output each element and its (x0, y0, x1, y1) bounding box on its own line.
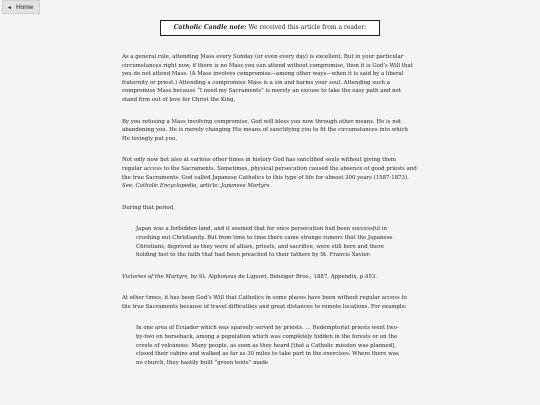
paragraph-2: By you refusing a Mass involving compromise, God will bless you now through other means. He is not abandoning you. He is merely changing His means of sanctifying you to fit the circumstances into which He lovingly put you. (122, 118, 408, 142)
block-quote-2 (136, 324, 404, 367)
paragraph-4: During that period, (122, 204, 175, 211)
left-arrow-icon: ◄ (7, 5, 12, 11)
paragraph-1: As a general rule, attending Mass every Sunday (or even every day) is excellent. But in your particular circumstances right now, if there is no Mass you can attend without compromise, then it is God’s Will that you do not attend Mass. (A Mass involves compromise—among other ways—when it is said by a liberal fraternity or priest.) Attending a compromise Mass is a sin and harms your soul. Attending such a compromise Mass because “I need my Sacraments” is merely an excuse to take the easy path and not stand firm out of love for Christ the King. (122, 54, 413, 103)
paragraph-3-ref: See, Catholic Encyclopedia (122, 183, 197, 190)
quote-2-text: In one area of Ecuador which was sparsely served by priests. … Redemptorist priests went two-by-two on horseback, among a population which was completely hidden in the forests or on the crests of volcanoes. Many people, as soon as they heard [that a Catholic mission was planned], closed their cabins and walked as far as 30 miles to take part in the exercises. Where there was no church, they hastily built “green tents” made (136, 325, 399, 366)
paragraph-3-text: Not only now but also at various other times in history God has sanctified souls without giving them regular access to the Sacraments. Sometimes, physical persecution caused the absence of good priests and the true Sacraments. God called Japanese Catholics to this type of life for almost 300 years (1587-1873). (122, 157, 417, 181)
paragraph-3-article: Japanese Martyrs. (220, 183, 271, 190)
citation-1-details: , by St. Alphonsus de Liguori, Benziger Bros., 1887, Appendix, p.453. (187, 273, 377, 280)
note-label: Catholic Candle note: (173, 24, 247, 31)
home-button-label: Home (15, 4, 34, 11)
home-button[interactable] (2, 0, 40, 14)
quote-1-text: Japan was a forbidden land, and it seemed that for once persecution had been successful in crushing out Christianity. But from time to time there came strange rumors that the Japanese Christians, deprived as they were of altars, priests, and sacrifice, were still here and there holding fast to the faith that had been preached to their fathers by St. Francis Xavier. (136, 226, 393, 259)
note-text: We received this article from a reader: (246, 24, 367, 31)
paragraph-3-sep: , article: (196, 183, 221, 190)
block-quote-1 (136, 225, 404, 259)
paragraph-3 (122, 156, 417, 190)
editor-note-box (160, 20, 380, 36)
paragraph-5: At other times, it has been God’s Will that Catholics in some places have been without regular access to the true Sacraments because of travel difficulties and great distances to remote locations. For example: (122, 295, 407, 310)
article-body (122, 53, 417, 380)
citation-1 (122, 273, 417, 282)
citation-1-title: Victories of the Martyrs (122, 273, 188, 280)
